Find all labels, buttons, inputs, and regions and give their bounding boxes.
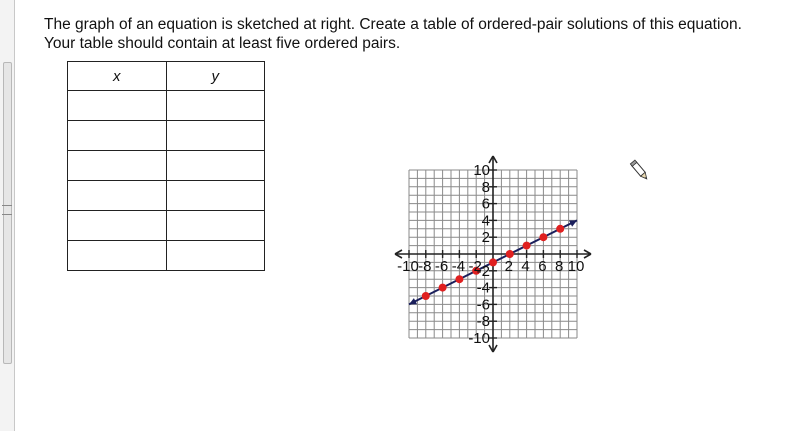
table-cell-x[interactable]: [68, 211, 167, 241]
plotted-point: [439, 284, 447, 292]
plotted-point: [523, 242, 531, 250]
table-cell-y[interactable]: [166, 121, 265, 151]
table-row: [68, 181, 265, 211]
y-tick-label: -2: [476, 262, 490, 280]
prompt-line-1: The graph of an equation is sketched at right. Create a table of ordered-pair solutions of this equation.: [44, 16, 742, 33]
table-row: [68, 151, 265, 181]
table-cell-x[interactable]: [68, 241, 167, 271]
prompt-line-2: Your table should contain at least five ordered pairs.: [44, 35, 401, 52]
x-tick-label: -8: [418, 258, 432, 275]
x-tick-label: -4: [451, 258, 466, 275]
table-header-row: [68, 62, 265, 91]
column-header-x: x: [68, 62, 167, 91]
x-tick-label: 6: [538, 258, 547, 275]
table-cell-y[interactable]: [166, 181, 265, 211]
table-row: [68, 241, 265, 271]
coordinate-plane-graph: [300, 62, 692, 431]
y-tick-label: 8: [481, 178, 490, 196]
table-cell-y[interactable]: [166, 241, 265, 271]
x-tick-label: -2: [468, 258, 482, 275]
plotted-point: [455, 275, 463, 283]
plotted-point: [539, 233, 547, 241]
table-cell-y[interactable]: [166, 91, 265, 121]
y-tick-label: 10: [473, 162, 490, 179]
x-tick-label: 2: [504, 258, 513, 275]
y-tick-label: -4: [476, 279, 490, 297]
plotted-point: [489, 258, 497, 266]
table-cell-y[interactable]: [166, 211, 265, 241]
x-tick-label: -10: [397, 258, 419, 275]
table-cell-x[interactable]: [68, 121, 167, 151]
pencil-icon[interactable]: [630, 160, 649, 181]
x-tick-label: -6: [434, 258, 449, 275]
y-tick-label: 4: [481, 212, 490, 230]
table-row: [68, 91, 265, 121]
plotted-point: [422, 292, 430, 300]
x-tick-label: 8: [555, 258, 564, 275]
plotted-point: [556, 225, 564, 233]
y-tick-label: 6: [481, 195, 490, 213]
table-row: [68, 211, 265, 241]
scrollbar-grip-icon: [2, 205, 12, 215]
table-cell-y[interactable]: [166, 151, 265, 181]
y-tick-label: 2: [481, 229, 490, 247]
y-tick-label: -8: [476, 313, 490, 331]
y-tick-label: -6: [476, 296, 490, 314]
problem-prompt: [44, 15, 789, 53]
table-cell-x[interactable]: [68, 91, 167, 121]
column-header-y: y: [166, 62, 265, 91]
ordered-pairs-table: [67, 61, 265, 271]
x-tick-label: 4: [521, 258, 530, 275]
table-cell-x[interactable]: [68, 181, 167, 211]
vertical-scrollbar[interactable]: [0, 0, 15, 431]
table-row: [68, 121, 265, 151]
y-tick-label: -10: [468, 330, 490, 347]
x-tick-label: 10: [567, 258, 585, 275]
table-cell-x[interactable]: [68, 151, 167, 181]
axes: [395, 156, 591, 352]
plotted-point: [506, 250, 514, 258]
